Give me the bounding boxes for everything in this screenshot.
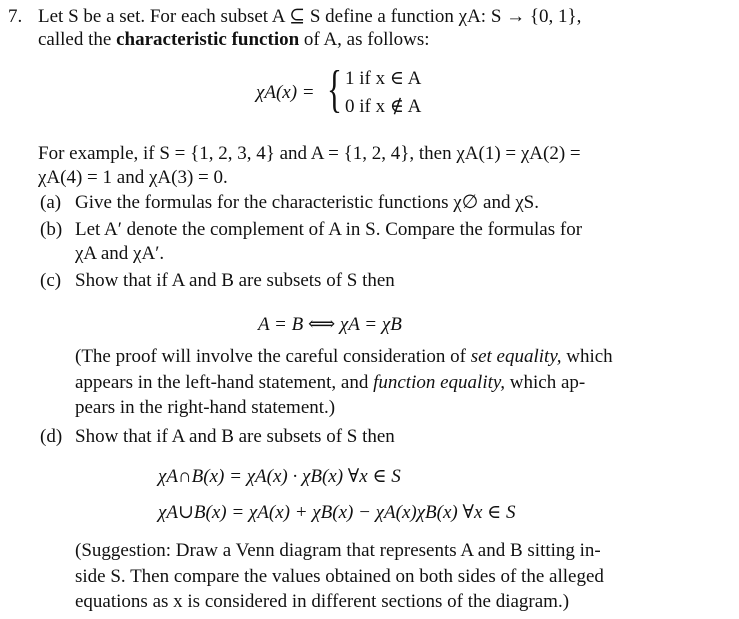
- part-d-equation-2: χA∪B(x) = χA(x) + χB(x) − χA(x)χB(x) ∀x ∈ S: [158, 502, 516, 523]
- text: which: [566, 346, 613, 367]
- part-c-label: (c): [40, 270, 62, 291]
- term-characteristic-function: characteristic function: [116, 29, 300, 50]
- part-c-note-1: [75, 346, 613, 368]
- text: appears in the left-hand statement, and: [75, 372, 369, 393]
- term-function-equality: function equality,: [373, 372, 506, 393]
- intro-line-1: Let S be a set. For each subset A ⊆ S define a function χA: S → {0, 1},: [38, 6, 582, 27]
- part-b-text-2: χA and χA′.: [75, 243, 165, 264]
- definition-case-2: 0 if x ∉ A: [345, 96, 422, 117]
- part-d-text: Show that if A and B are subsets of S then: [75, 426, 395, 447]
- part-d-note-2: side S. Then compare the values obtained on both sides of the alleged: [75, 566, 604, 587]
- text: called the: [38, 29, 112, 50]
- part-c-note-2: [75, 372, 585, 394]
- part-d-note-1: (Suggestion: Draw a Venn diagram that represents A and B sitting in-: [75, 540, 601, 561]
- part-b-text-1: Let A′ denote the complement of A in S. Compare the formulas for: [75, 219, 583, 240]
- part-b-label: (b): [40, 219, 63, 240]
- brace-icon: {: [326, 61, 342, 118]
- part-d-label: (d): [40, 426, 63, 447]
- definition-lhs: χA(x) =: [256, 82, 315, 103]
- term-set-equality: set equality,: [470, 346, 562, 367]
- text: of A, as follows:: [303, 29, 430, 50]
- part-a-text: Give the formulas for the characteristic functions χ∅ and χS.: [75, 192, 539, 213]
- intro-line-2: [38, 29, 430, 51]
- part-a-label: (a): [40, 192, 62, 213]
- definition-case-1: 1 if x ∈ A: [345, 68, 422, 89]
- example-line-2: χA(4) = 1 and χA(3) = 0.: [38, 167, 228, 188]
- part-d-equation-1: χA∩B(x) = χA(x) · χB(x) ∀x ∈ S: [158, 466, 401, 487]
- text: which ap-: [509, 372, 586, 393]
- part-c-text: Show that if A and B are subsets of S then: [75, 270, 395, 291]
- part-d-note-3: equations as x is considered in different sections of the diagram.): [75, 591, 570, 612]
- part-c-equation: A = B ⟺ χA = χB: [258, 314, 402, 335]
- problem-number: 7.: [8, 6, 23, 27]
- text: (The proof will involve the careful consideration of: [75, 346, 466, 367]
- example-line-1: For example, if S = {1, 2, 3, 4} and A = {1, 2, 4}, then χA(1) = χA(2) =: [38, 143, 581, 164]
- part-c-note-3: pears in the right-hand statement.): [75, 397, 336, 418]
